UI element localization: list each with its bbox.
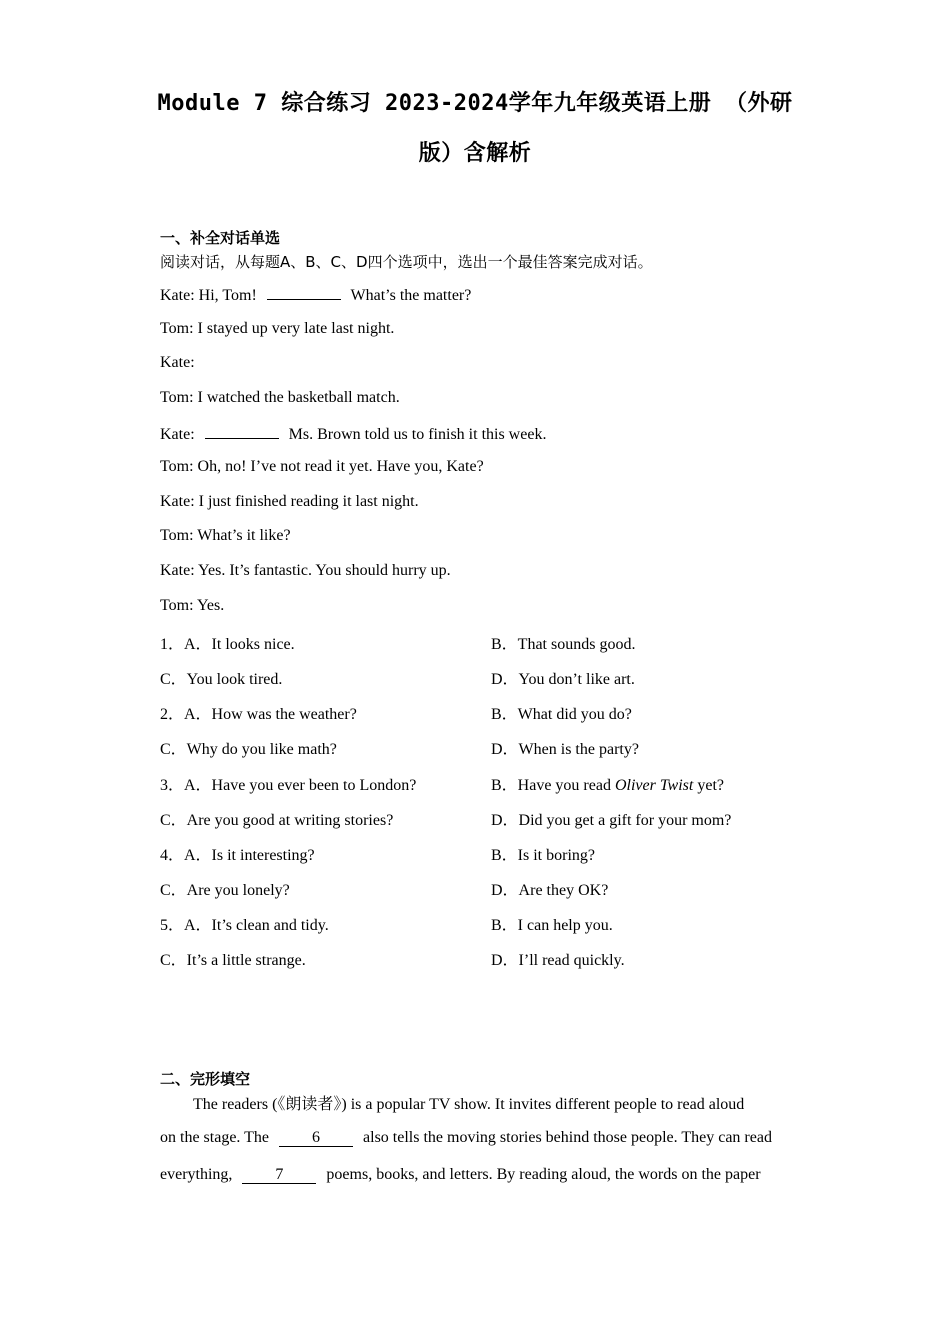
q1-option-b: B．That sounds good. <box>491 636 636 653</box>
q5-option-d: D．I’ll read quickly. <box>491 952 625 969</box>
q3-option-b: B．Have you read Oliver Twist yet? <box>491 777 724 794</box>
q4-option-d: D．Are they OK? <box>491 882 609 899</box>
q3-option-c: C．Are you good at writing stories? <box>160 812 394 829</box>
q5-option-a: 5．A．It’s clean and tidy. <box>160 917 329 934</box>
book-title: Oliver Twist <box>614 777 694 794</box>
cloze-blank-7: 7 <box>242 1167 316 1184</box>
section1-instruction: 阅读对话，从每题A、B、C、D四个选项中，选出一个最佳答案完成对话。 <box>160 253 653 271</box>
document-title-line1: Module 7 综合练习 2023-2024学年九年级英语上册 （外研 <box>157 91 793 116</box>
dialogue-line-8: Tom: What’s it like? <box>160 527 291 544</box>
q5-option-c: C．It’s a little strange. <box>160 952 306 969</box>
q1-option-a: 1．A．It looks nice. <box>160 636 295 653</box>
dialogue-line-9: Kate: Yes. It’s fantastic. You should hurry up. <box>160 562 451 579</box>
answer-blank-3 <box>205 424 279 439</box>
dialogue-line-1: Kate: Hi, Tom! What’s the matter? <box>160 287 472 304</box>
q2-option-b: B．What did you do? <box>491 706 632 723</box>
q4-option-a: 4．A．Is it interesting? <box>160 847 315 864</box>
dialogue-line-3: Kate: <box>160 354 195 371</box>
q5-option-b: B．I can help you. <box>491 917 613 934</box>
q2-option-a: 2．A．How was the weather? <box>160 706 357 723</box>
q2-option-d: D．When is the party? <box>491 741 639 758</box>
document-title-line2: 版）含解析 <box>418 141 532 166</box>
cloze-blank-6: 6 <box>279 1130 353 1147</box>
cloze-line-1: The readers (《朗读者》) is a popular TV show. It invites different people to read aloud <box>193 1096 745 1113</box>
q4-option-c: C．Are you lonely? <box>160 882 290 899</box>
cloze-line-2: on the stage. The 6 also tells the moving stories behind those people. They can read <box>160 1129 772 1146</box>
cloze-line-3: everything, 7 poems, books, and letters. By reading aloud, the words on the paper <box>160 1166 761 1183</box>
q1-option-d: D．You don’t like art. <box>491 671 635 688</box>
dialogue-line-6: Tom: Oh, no! I’ve not read it yet. Have you, Kate? <box>160 458 484 475</box>
dialogue-line-2: Tom: I stayed up very late last night. <box>160 320 395 337</box>
q3-option-d: D．Did you get a gift for your mom? <box>491 812 732 829</box>
dialogue-line-7: Kate: I just finished reading it last night. <box>160 493 419 510</box>
dialogue-line-10: Tom: Yes. <box>160 597 225 614</box>
dialogue-line-5: Kate: Ms. Brown told us to finish it this week. <box>160 426 547 443</box>
section2-heading: 二、完形填空 <box>160 1070 251 1088</box>
dialogue-line-4: Tom: I watched the basketball match. <box>160 389 400 406</box>
answer-blank-1 <box>267 285 341 300</box>
q4-option-b: B．Is it boring? <box>491 847 595 864</box>
q3-option-a: 3．A．Have you ever been to London? <box>160 777 417 794</box>
q1-option-c: C．You look tired. <box>160 671 283 688</box>
q2-option-c: C．Why do you like math? <box>160 741 337 758</box>
section1-heading: 一、补全对话单选 <box>160 229 281 247</box>
